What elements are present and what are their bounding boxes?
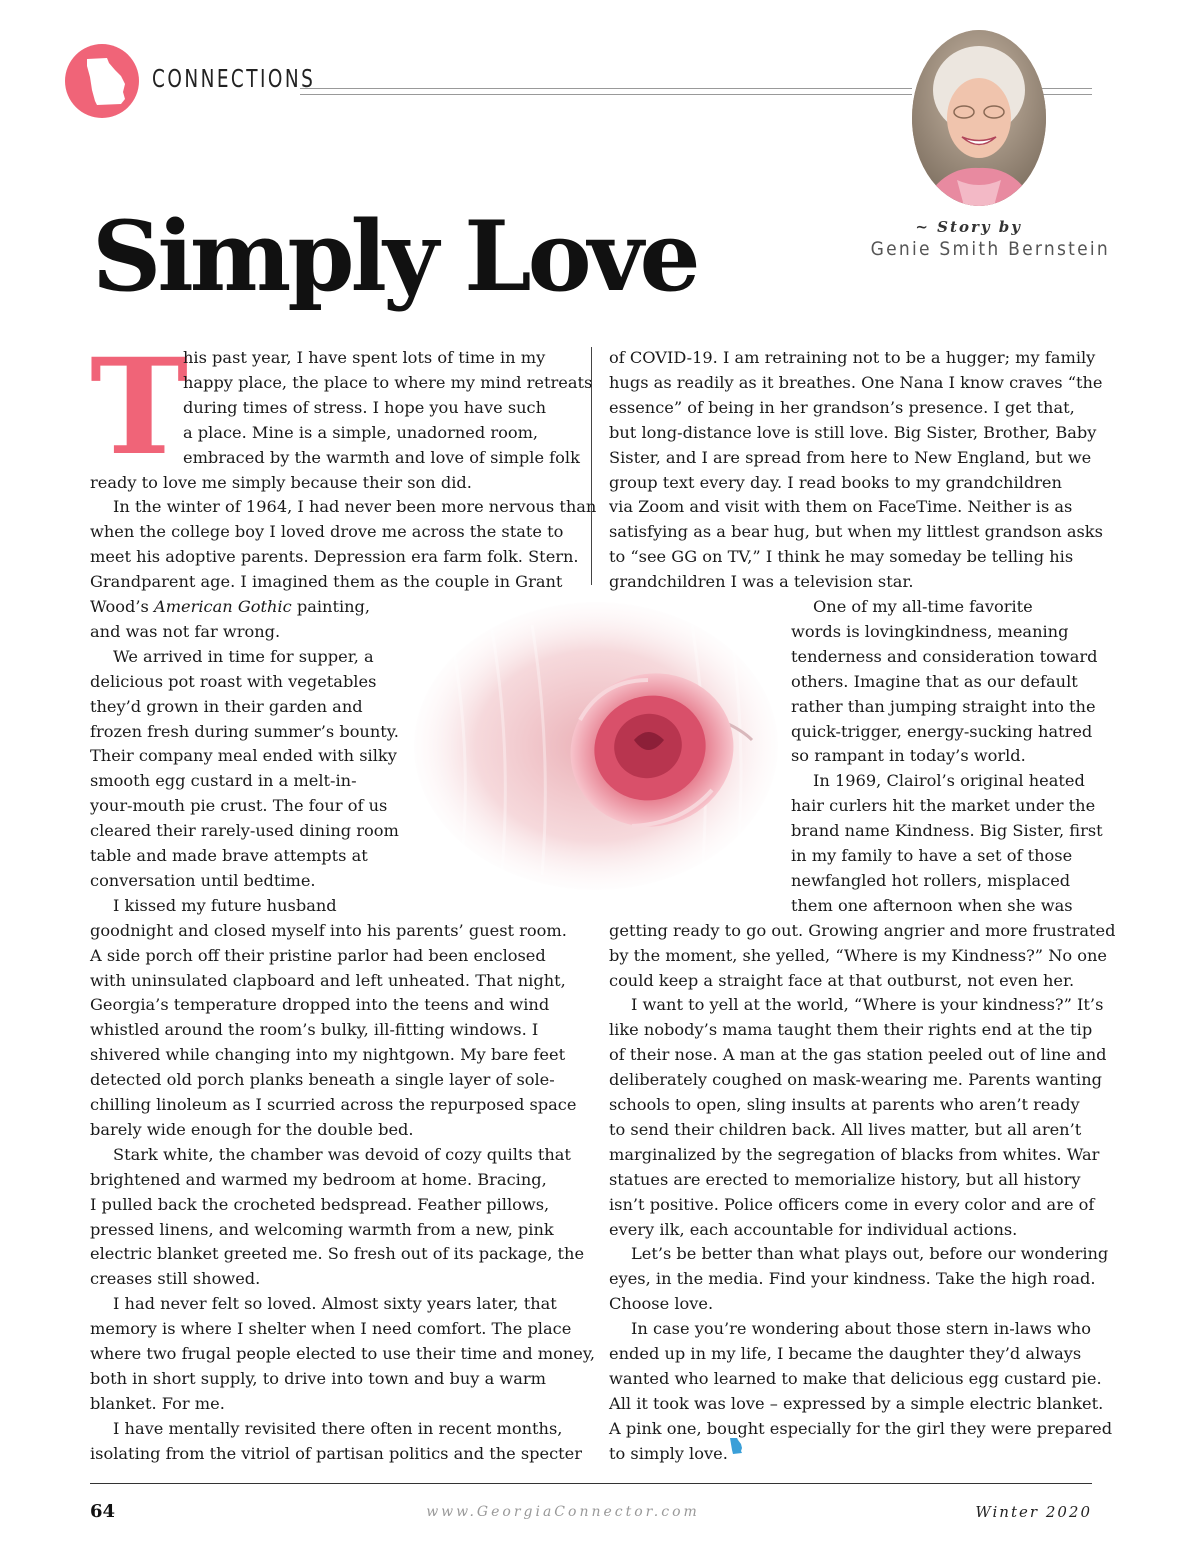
body-text-line: isolating from the vitriol of partisan politics and the specter	[90, 1443, 582, 1463]
body-text-line: isn’t positive. Police officers come in every color and are of	[609, 1194, 1095, 1214]
section-label: CONNECTIONS	[152, 64, 316, 93]
body-text-line: goodnight and closed myself into his parents’ guest room.	[90, 920, 567, 940]
body-text-line: via Zoom and visit with them on FaceTime. Neither is as	[609, 497, 1073, 517]
body-text-line: to “see GG on TV,” I think he may someday be telling his	[609, 547, 1074, 567]
page-number: 64	[90, 1501, 116, 1522]
body-text-line: both in short supply, to drive into town and buy a warm	[90, 1368, 546, 1388]
body-text-line: creases still showed.	[90, 1269, 261, 1289]
header-rule	[300, 88, 912, 95]
body-text-line: they’d grown in their garden and	[90, 696, 363, 716]
body-text-line: satisfying as a bear hug, but when my littlest grandson asks	[609, 522, 1103, 542]
body-text-line: Let’s be better than what plays out, before our wondering	[631, 1244, 1109, 1264]
body-text-line: shivered while changing into my nightgown. My bare feet	[90, 1045, 566, 1065]
body-text-line: words is lovingkindness, meaning	[791, 621, 1069, 641]
body-text-line: essence” of being in her grandson’s presence. I get that,	[609, 397, 1075, 417]
body-text-line: electric blanket greeted me. So fresh out of its package, the	[90, 1244, 585, 1264]
body-text-line: where two frugal people elected to use their time and money,	[90, 1344, 596, 1363]
body-text-line: table and made brave attempts at	[90, 846, 368, 865]
body-text-line: In the winter of 1964, I had never been more nervous than	[113, 497, 597, 517]
body-text-line: a place. Mine is a simple, unadorned room,	[183, 422, 539, 442]
body-text-line: Grandparent age. I imagined them as the couple in Grant	[90, 572, 563, 592]
body-text-line: All it took was love – expressed by a simple electric blanket.	[609, 1393, 1104, 1413]
body-text-line: whistled around the room’s bulky, ill-fitting windows. I	[90, 1020, 539, 1040]
body-text-line: embraced by the warmth and love of simple folk	[183, 447, 580, 467]
body-text-line: getting ready to go out. Growing angrier and more frustrated	[609, 920, 1116, 940]
body-text-line: Sister, and I are spread from here to New England, but we	[609, 447, 1092, 467]
body-text-line: and was not far wrong.	[90, 621, 281, 641]
issue-label: Winter 2020	[975, 1503, 1092, 1521]
body-text-line: by the moment, she yelled, “Where is my Kindness?” No one	[609, 945, 1108, 965]
body-text-line: brightened and warmed my bedroom at home. Bracing,	[90, 1169, 547, 1189]
drop-cap: T	[90, 330, 189, 485]
body-text-line: like nobody’s mama taught them their rights end at the tip	[609, 1020, 1093, 1040]
body-text-line: Stark white, the chamber was devoid of cozy quilts that	[113, 1144, 571, 1164]
body-text-line: conversation until bedtime.	[90, 870, 316, 890]
body-text-line: of their nose. A man at the gas station peeled out of line and	[609, 1045, 1107, 1065]
body-text-line: so rampant in today’s world.	[791, 746, 1026, 766]
body-text-line: One of my all-time favorite	[813, 597, 1033, 616]
body-text-line: newfangled hot rollers, misplaced	[791, 870, 1071, 890]
body-text-line: delicious pot roast with vegetables	[90, 671, 377, 691]
body-text-line: to simply love.	[609, 1443, 728, 1463]
body-text-line: but long-distance love is still love. Big Sister, Brother, Baby	[609, 422, 1097, 442]
body-text-line: frozen fresh during summer’s bounty.	[90, 721, 399, 741]
byline-prefix: ~ Story by	[915, 218, 1022, 236]
body-text-line: chilling linoleum as I scurried across the repurposed space	[90, 1095, 577, 1114]
body-text-line: Their company meal ended with silky	[90, 746, 397, 766]
body-text-line: tenderness and consideration toward	[791, 646, 1098, 666]
author-photo	[912, 30, 1046, 206]
body-text-line: hair curlers hit the market under the	[791, 796, 1096, 816]
author-name: Genie Smith Bernstein	[870, 238, 1110, 260]
body-text-line: barely wide enough for the double bed.	[90, 1119, 414, 1139]
body-text-line: quick-trigger, energy-sucking hatred	[791, 721, 1093, 741]
body-text-line: hugs as readily as it breathes. One Nana I know craves “the	[609, 372, 1103, 392]
body-text-line: In case you’re wondering about those stern in-laws who	[631, 1319, 1091, 1339]
body-text-line: when the college boy I loved drove me across the state to	[90, 522, 564, 542]
body-text-line: smooth egg custard in a melt-in-	[90, 771, 357, 791]
end-mark-icon	[729, 1437, 743, 1455]
body-text-line: Georgia’s temperature dropped into the teens and wind	[90, 995, 550, 1015]
body-text-line: his past year, I have spent lots of time in my	[183, 348, 546, 367]
body-text-line: of COVID-19. I am retraining not to be a hugger; my family	[609, 348, 1096, 367]
body-text-line: We arrived in time for supper, a	[113, 646, 374, 666]
body-text-line: A side porch off their pristine parlor had been enclosed	[90, 945, 546, 965]
body-text-line: brand name Kindness. Big Sister, first	[791, 821, 1103, 841]
body-text-line: I pulled back the crocheted bedspread. Feather pillows,	[90, 1194, 550, 1214]
body-text-line: I had never felt so loved. Almost sixty years later, that	[113, 1294, 557, 1314]
body-text-line: deliberately coughed on mask-wearing me. Parents wanting	[609, 1070, 1102, 1090]
body-text-line: ready to love me simply because their son did.	[90, 472, 472, 492]
body-text-line: your-mouth pie crust. The four of us	[90, 796, 388, 816]
body-text-line: detected old porch planks beneath a single layer of sole-	[90, 1070, 555, 1090]
body-text-line: schools to open, sling insults at parents who aren’t ready	[609, 1095, 1080, 1114]
body-text-line: with uninsulated clapboard and left unheated. That night,	[90, 970, 566, 990]
body-text-line: blanket. For me.	[90, 1393, 225, 1413]
body-text-line: group text every day. I read books to my grandchildren	[609, 472, 1062, 492]
body-text-line: statues are erected to memorialize history, but all history	[609, 1169, 1081, 1189]
body-text-line: memory is where I shelter when I need comfort. The place	[90, 1319, 572, 1339]
body-text-line: I want to yell at the world, “Where is your kindness?” It’s	[631, 995, 1104, 1015]
body-text-line: cleared their rarely-used dining room	[90, 821, 399, 841]
body-text-line: them one afternoon when she was	[791, 895, 1073, 915]
footer-rule	[90, 1483, 1092, 1484]
body-text-line: in my family to have a set of those	[791, 846, 1073, 865]
body-text-line: every ilk, each accountable for individual actions.	[609, 1219, 1018, 1239]
body-text-line: could keep a straight face at that outburst, not even her.	[609, 970, 1075, 990]
article-title: Simply Love	[92, 200, 697, 313]
body-text-line: wanted who learned to make that delicious egg custard pie.	[609, 1368, 1102, 1388]
body-text-line: rather than jumping straight into the	[791, 696, 1096, 716]
body-text-line: happy place, the place to where my mind retreats	[183, 372, 593, 392]
rose-image	[412, 600, 780, 892]
georgia-logo-icon	[65, 44, 139, 118]
body-text-line: others. Imagine that as our default	[791, 671, 1078, 691]
body-text-line: A pink one, bought especially for the girl they were prepared	[609, 1418, 1113, 1438]
body-text-line: In 1969, Clairol’s original heated	[813, 771, 1085, 791]
body-text-line: I have mentally revisited there often in recent months,	[113, 1418, 563, 1438]
body-text-line: pressed linens, and welcoming warmth from a new, pink	[90, 1219, 554, 1239]
body-text-line: eyes, in the media. Find your kindness. Take the high road.	[609, 1269, 1096, 1289]
body-text-line: during times of stress. I hope you have such	[183, 397, 547, 417]
body-text-line: grandchildren I was a television star.	[609, 572, 914, 592]
body-text-line: I kissed my future husband	[113, 895, 337, 915]
body-text-line: marginalized by the segregation of blacks from whites. War	[609, 1144, 1100, 1164]
footer-url: www.GeorgiaConnector.com	[426, 1504, 700, 1520]
body-text-line: ended up in my life, I became the daughter they’d always	[609, 1344, 1082, 1363]
body-text-line: to send their children back. All lives matter, but all aren’t	[609, 1119, 1082, 1139]
body-text-line: Wood’s American Gothic painting,	[90, 597, 371, 616]
body-text-line: meet his adoptive parents. Depression era farm folk. Stern.	[90, 547, 579, 567]
body-text-line: Choose love.	[609, 1294, 714, 1314]
